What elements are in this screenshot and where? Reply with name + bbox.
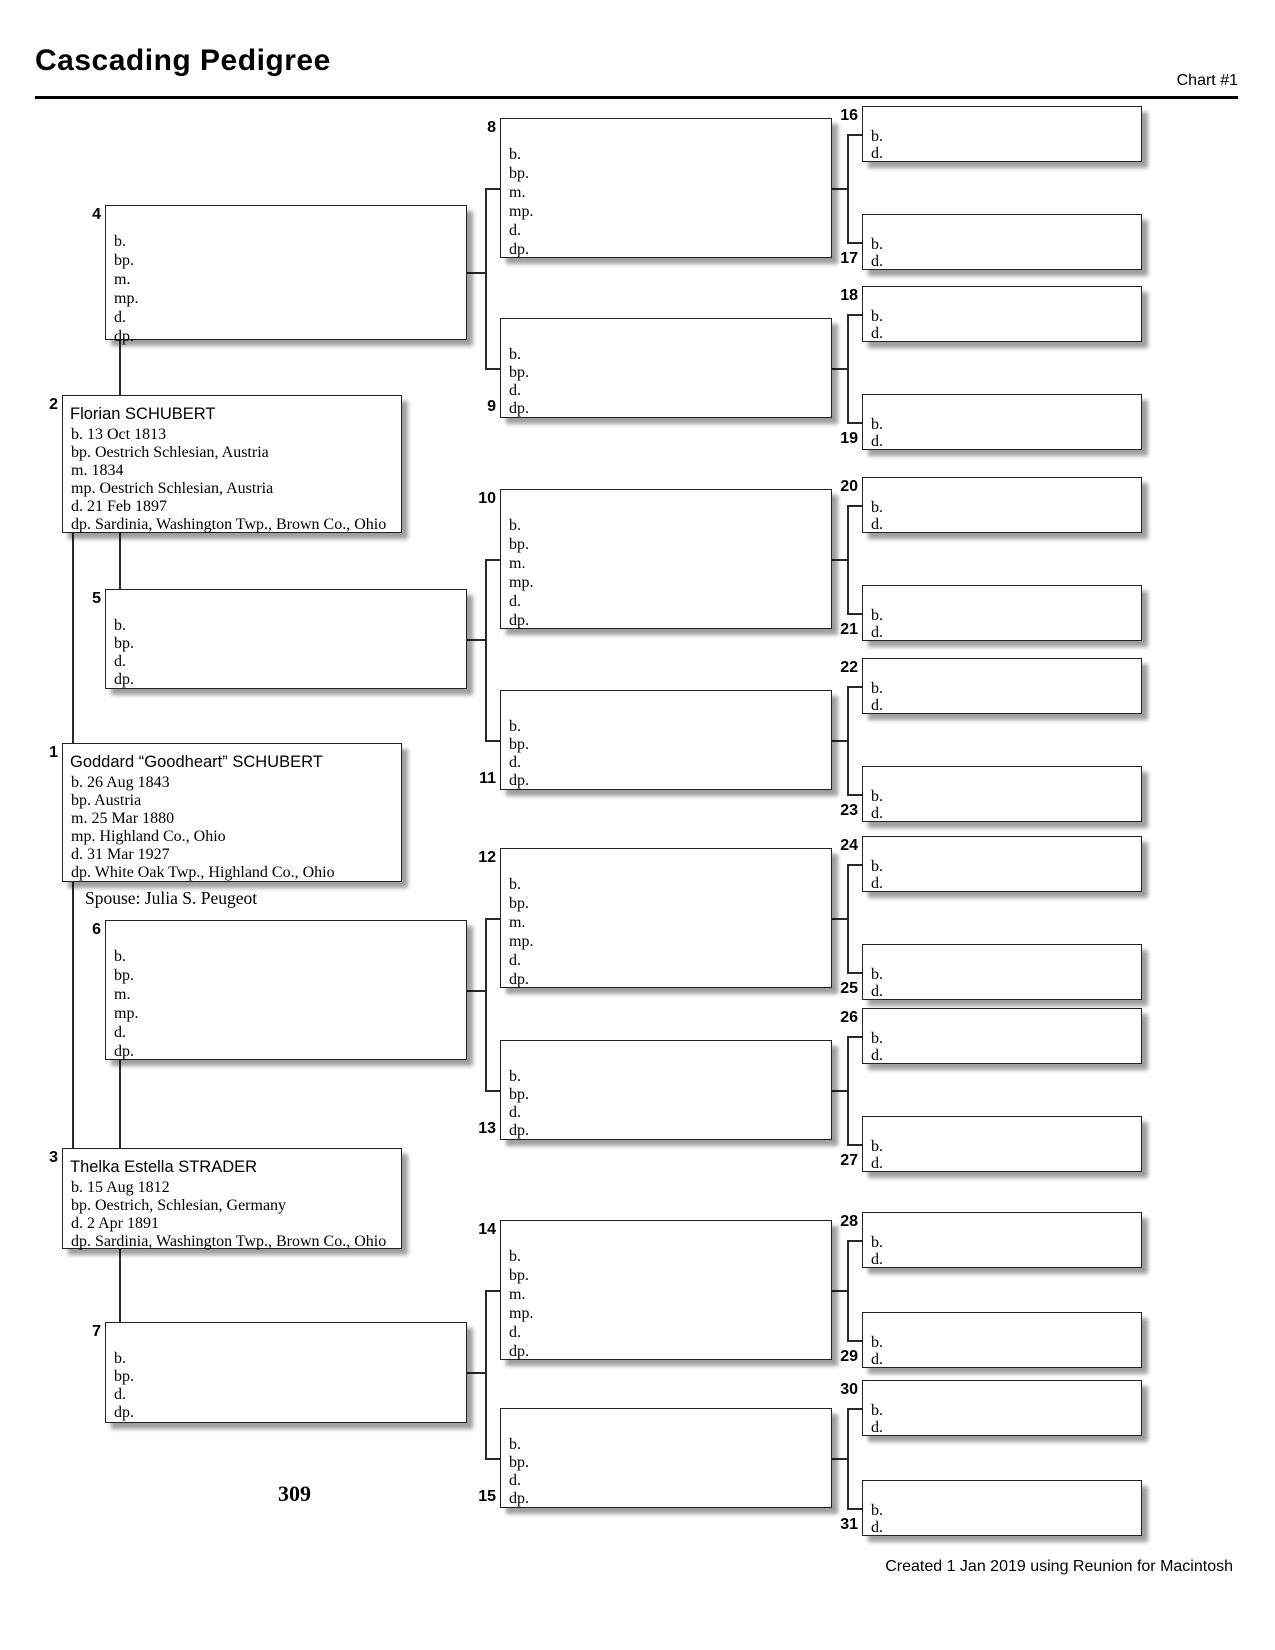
field-line: b. <box>871 1334 883 1351</box>
box-number-25: 25 <box>840 980 858 997</box>
field-line: bp. <box>509 895 529 912</box>
person-box-1 <box>62 743 402 882</box>
field-line: d. <box>509 754 521 771</box>
field-line: dp. <box>509 1122 529 1139</box>
connector-line-vertical <box>847 505 849 613</box>
field-line: mp. Oestrich Schlesian, Austria <box>71 480 274 497</box>
field-line: dp. <box>509 241 529 258</box>
person-box-28 <box>862 1212 1142 1268</box>
field-line: dp. <box>509 400 529 417</box>
field-line: d. <box>509 1472 521 1489</box>
field-line: bp. <box>114 1368 134 1385</box>
field-line: m. <box>114 271 131 288</box>
field-line: mp. <box>509 203 534 220</box>
box-number-10: 10 <box>478 490 496 507</box>
person-name: Thelka Estella STRADER <box>70 1158 258 1176</box>
field-line: m. 25 Mar 1880 <box>71 810 175 827</box>
box-number-26: 26 <box>840 1009 858 1026</box>
connector-line-horizontal <box>467 272 485 274</box>
field-line: d. <box>871 624 883 641</box>
field-line: b. <box>871 680 883 697</box>
connector-line-horizontal <box>847 1144 862 1146</box>
field-line: dp. <box>509 612 529 629</box>
box-number-16: 16 <box>840 107 858 124</box>
person-box-2 <box>62 395 402 533</box>
field-line: d. <box>871 983 883 1000</box>
person-box-10 <box>500 489 832 629</box>
person-box-3 <box>62 1148 402 1249</box>
connector-line-horizontal <box>832 740 847 742</box>
connector-line-horizontal <box>832 918 847 920</box>
field-line: dp. Sardinia, Washington Twp., Brown Co., Ohio <box>71 516 387 533</box>
field-line: mp. <box>509 1305 534 1322</box>
person-box-24 <box>862 836 1142 892</box>
field-line: b. <box>871 1030 883 1047</box>
box-number-17: 17 <box>840 250 858 267</box>
person-box-11 <box>500 690 832 790</box>
field-line: d. 31 Mar 1927 <box>71 846 170 863</box>
field-line: d. <box>114 1024 126 1041</box>
field-line: mp. <box>509 574 534 591</box>
box-number-30: 30 <box>840 1381 858 1398</box>
field-line: d. <box>114 1386 126 1403</box>
field-line: bp. <box>509 1267 529 1284</box>
field-line: dp. <box>509 1343 529 1360</box>
field-line: bp. <box>509 364 529 381</box>
field-line: dp. <box>509 971 529 988</box>
connector-line-vertical <box>847 1036 849 1144</box>
field-line: b. <box>871 308 883 325</box>
page-number: 309 <box>278 1481 311 1506</box>
field-line: b. <box>509 718 521 735</box>
connector-line-horizontal <box>847 314 862 316</box>
person-box-20 <box>862 477 1142 533</box>
connector-line-vertical <box>847 1240 849 1340</box>
box-number-27: 27 <box>840 1152 858 1169</box>
connector-line-vertical <box>485 918 487 1090</box>
field-line: d. <box>871 697 883 714</box>
field-line: b. <box>871 607 883 624</box>
box-number-9: 9 <box>487 398 496 415</box>
person-box-19 <box>862 394 1142 450</box>
field-line: b. <box>509 876 521 893</box>
field-line: bp. <box>114 967 134 984</box>
box-number-5: 5 <box>92 590 101 607</box>
box-number-3: 3 <box>49 1149 58 1166</box>
field-line: bp. <box>509 1086 529 1103</box>
person-box-15 <box>500 1408 832 1508</box>
box-number-1: 1 <box>49 744 58 761</box>
connector-line-vertical <box>485 559 487 740</box>
field-line: d. <box>871 1519 883 1536</box>
field-line: d. <box>509 1324 521 1341</box>
field-line: dp. <box>114 1043 134 1060</box>
field-line: mp. <box>114 290 139 307</box>
field-line: dp. <box>114 671 134 688</box>
field-line: b. <box>871 966 883 983</box>
connector-line-horizontal <box>832 188 847 190</box>
person-box-25 <box>862 944 1142 1000</box>
connector-line-horizontal <box>467 639 485 641</box>
field-line: d. <box>509 382 521 399</box>
connector-line-vertical <box>847 134 849 242</box>
field-line: b. <box>871 416 883 433</box>
field-line: m. <box>509 914 526 931</box>
person-box-27 <box>862 1116 1142 1172</box>
field-line: bp. <box>509 1454 529 1471</box>
person-box-18 <box>862 286 1142 342</box>
page-title: Cascading Pedigree <box>35 44 331 77</box>
field-line: b. <box>509 146 521 163</box>
field-line: mp. <box>509 933 534 950</box>
box-number-18: 18 <box>840 287 858 304</box>
person-name: Goddard “Goodheart” SCHUBERT <box>70 753 323 771</box>
field-line: dp. <box>509 1490 529 1507</box>
field-line: bp. <box>509 165 529 182</box>
connector-line-horizontal <box>485 559 500 561</box>
connector-line-horizontal <box>485 1090 500 1092</box>
connector-line-horizontal <box>832 559 847 561</box>
person-box-22 <box>862 658 1142 714</box>
created-note: Created 1 Jan 2019 using Reunion for Macintosh <box>885 1558 1233 1575</box>
person-box-13 <box>500 1040 832 1140</box>
field-line: dp. <box>114 328 134 345</box>
connector-line-vertical <box>485 1290 487 1458</box>
connector-line-horizontal <box>485 1290 500 1292</box>
field-line: bp. Oestrich, Schlesian, Germany <box>71 1197 287 1214</box>
field-line: d. <box>871 516 883 533</box>
connector-line-horizontal <box>485 1458 500 1460</box>
field-line: d. 2 Apr 1891 <box>71 1215 159 1232</box>
field-line: d. <box>114 309 126 326</box>
person-box-7 <box>105 1322 467 1423</box>
connector-line-horizontal <box>847 242 862 244</box>
connector-line-vertical <box>485 188 487 368</box>
field-line: b. <box>871 499 883 516</box>
field-line: d. <box>509 952 521 969</box>
field-line: d. <box>871 1155 883 1172</box>
connector-line-vertical <box>847 686 849 794</box>
field-line: d. <box>871 253 883 270</box>
box-number-14: 14 <box>478 1221 496 1238</box>
connector-line-vertical <box>847 314 849 422</box>
person-box-9 <box>500 318 832 418</box>
box-number-8: 8 <box>487 119 496 136</box>
field-line: b. <box>871 1502 883 1519</box>
person-box-6 <box>105 920 467 1060</box>
person-box-16 <box>862 106 1142 162</box>
box-number-4: 4 <box>92 206 101 223</box>
field-line: dp. <box>509 772 529 789</box>
field-line: bp. Oestrich Schlesian, Austria <box>71 444 269 461</box>
field-line: b. <box>114 948 126 965</box>
person-box-30 <box>862 1380 1142 1436</box>
field-line: b. <box>871 1138 883 1155</box>
person-box-23 <box>862 766 1142 822</box>
person-box-26 <box>862 1008 1142 1064</box>
person-box-29 <box>862 1312 1142 1368</box>
connector-line-horizontal <box>847 1240 862 1242</box>
field-line: d. <box>509 222 521 239</box>
field-line: d. <box>871 875 883 892</box>
connector-line-horizontal <box>847 1408 862 1410</box>
connector-line-horizontal <box>467 990 485 992</box>
connector-line-horizontal <box>485 188 500 190</box>
chart-number-label: Chart #1 <box>1176 72 1238 89</box>
field-line: b. <box>871 788 883 805</box>
person-name: Florian SCHUBERT <box>70 405 216 423</box>
box-number-31: 31 <box>840 1516 858 1533</box>
field-line: dp. Sardinia, Washington Twp., Brown Co., Ohio <box>71 1233 387 1250</box>
field-line: bp. <box>114 635 134 652</box>
box-number-15: 15 <box>478 1488 496 1505</box>
field-line: b. <box>871 858 883 875</box>
connector-line-horizontal <box>832 1090 847 1092</box>
connector-line-horizontal <box>847 972 862 974</box>
field-line: d. <box>871 1419 883 1436</box>
field-line: b. <box>114 1350 126 1367</box>
box-number-23: 23 <box>840 802 858 819</box>
box-number-12: 12 <box>478 849 496 866</box>
field-line: dp. White Oak Twp., Highland Co., Ohio <box>71 864 335 881</box>
connector-line-vertical <box>847 864 849 972</box>
field-line: d. <box>114 653 126 670</box>
connector-line-horizontal <box>847 505 862 507</box>
field-line: b. <box>509 517 521 534</box>
person-box-21 <box>862 585 1142 641</box>
field-line: d. <box>871 1047 883 1064</box>
person-box-4 <box>105 205 467 345</box>
field-line: d. <box>871 1351 883 1368</box>
field-line: bp. <box>509 536 529 553</box>
field-line: dp. <box>114 1404 134 1421</box>
field-line: m. <box>509 555 526 572</box>
box-number-19: 19 <box>840 430 858 447</box>
field-line: b. <box>871 236 883 253</box>
box-number-24: 24 <box>840 837 858 854</box>
field-line: d. <box>871 433 883 450</box>
box-number-11: 11 <box>479 770 496 787</box>
connector-line-horizontal <box>832 1458 847 1460</box>
field-line: d. <box>871 145 883 162</box>
field-line: mp. <box>114 1005 139 1022</box>
field-line: m. <box>509 184 526 201</box>
field-line: b. <box>509 346 521 363</box>
field-line: mp. Highland Co., Ohio <box>71 828 226 845</box>
connector-line-horizontal <box>847 686 862 688</box>
person-box-8 <box>500 118 832 258</box>
field-line: b. <box>509 1248 521 1265</box>
spouse-note: Spouse: Julia S. Peugeot <box>85 888 258 908</box>
field-line: d. <box>871 1251 883 1268</box>
field-line: m. <box>114 986 131 1003</box>
box-number-28: 28 <box>840 1213 858 1230</box>
title-rule <box>35 96 1238 99</box>
connector-line-horizontal <box>847 613 862 615</box>
field-line: d. <box>509 1104 521 1121</box>
field-line: b. <box>871 128 883 145</box>
field-line: b. <box>509 1436 521 1453</box>
person-box-14 <box>500 1220 832 1360</box>
connector-line-horizontal <box>847 1036 862 1038</box>
person-box-5 <box>105 589 467 689</box>
connector-line-horizontal <box>847 864 862 866</box>
person-box-12 <box>500 848 832 988</box>
field-line: m. <box>509 1286 526 1303</box>
field-line: d. 21 Feb 1897 <box>71 498 167 515</box>
connector-line-horizontal <box>485 740 500 742</box>
box-number-22: 22 <box>840 659 858 676</box>
box-number-20: 20 <box>840 478 858 495</box>
box-number-7: 7 <box>92 1323 101 1340</box>
field-line: d. <box>871 325 883 342</box>
field-line: b. <box>871 1234 883 1251</box>
field-line: b. 15 Aug 1812 <box>71 1179 170 1196</box>
box-number-6: 6 <box>92 921 101 938</box>
field-line: b. <box>114 617 126 634</box>
box-number-29: 29 <box>840 1348 858 1365</box>
person-box-31 <box>862 1480 1142 1536</box>
field-line: d. <box>509 593 521 610</box>
field-line: b. <box>509 1068 521 1085</box>
connector-line-horizontal <box>847 134 862 136</box>
connector-line-horizontal <box>847 1508 862 1510</box>
field-line: d. <box>871 805 883 822</box>
connector-line-horizontal <box>847 794 862 796</box>
connector-line-horizontal <box>832 368 847 370</box>
box-number-13: 13 <box>478 1120 496 1137</box>
field-line: m. 1834 <box>71 462 124 479</box>
connector-line-horizontal <box>485 918 500 920</box>
connector-line-horizontal <box>847 422 862 424</box>
connector-line-horizontal <box>832 1290 847 1292</box>
box-number-2: 2 <box>49 396 58 413</box>
field-line: b. <box>871 1402 883 1419</box>
box-number-21: 21 <box>840 621 858 638</box>
connector-line-horizontal <box>847 1340 862 1342</box>
field-line: bp. Austria <box>71 792 142 809</box>
field-line: b. 26 Aug 1843 <box>71 774 170 791</box>
field-line: bp. <box>114 252 134 269</box>
connector-line-vertical <box>847 1408 849 1508</box>
field-line: b. <box>114 233 126 250</box>
person-box-17 <box>862 214 1142 270</box>
connector-line-horizontal <box>485 368 500 370</box>
field-line: b. 13 Oct 1813 <box>71 426 167 443</box>
connector-line-horizontal <box>467 1372 485 1374</box>
field-line: bp. <box>509 736 529 753</box>
